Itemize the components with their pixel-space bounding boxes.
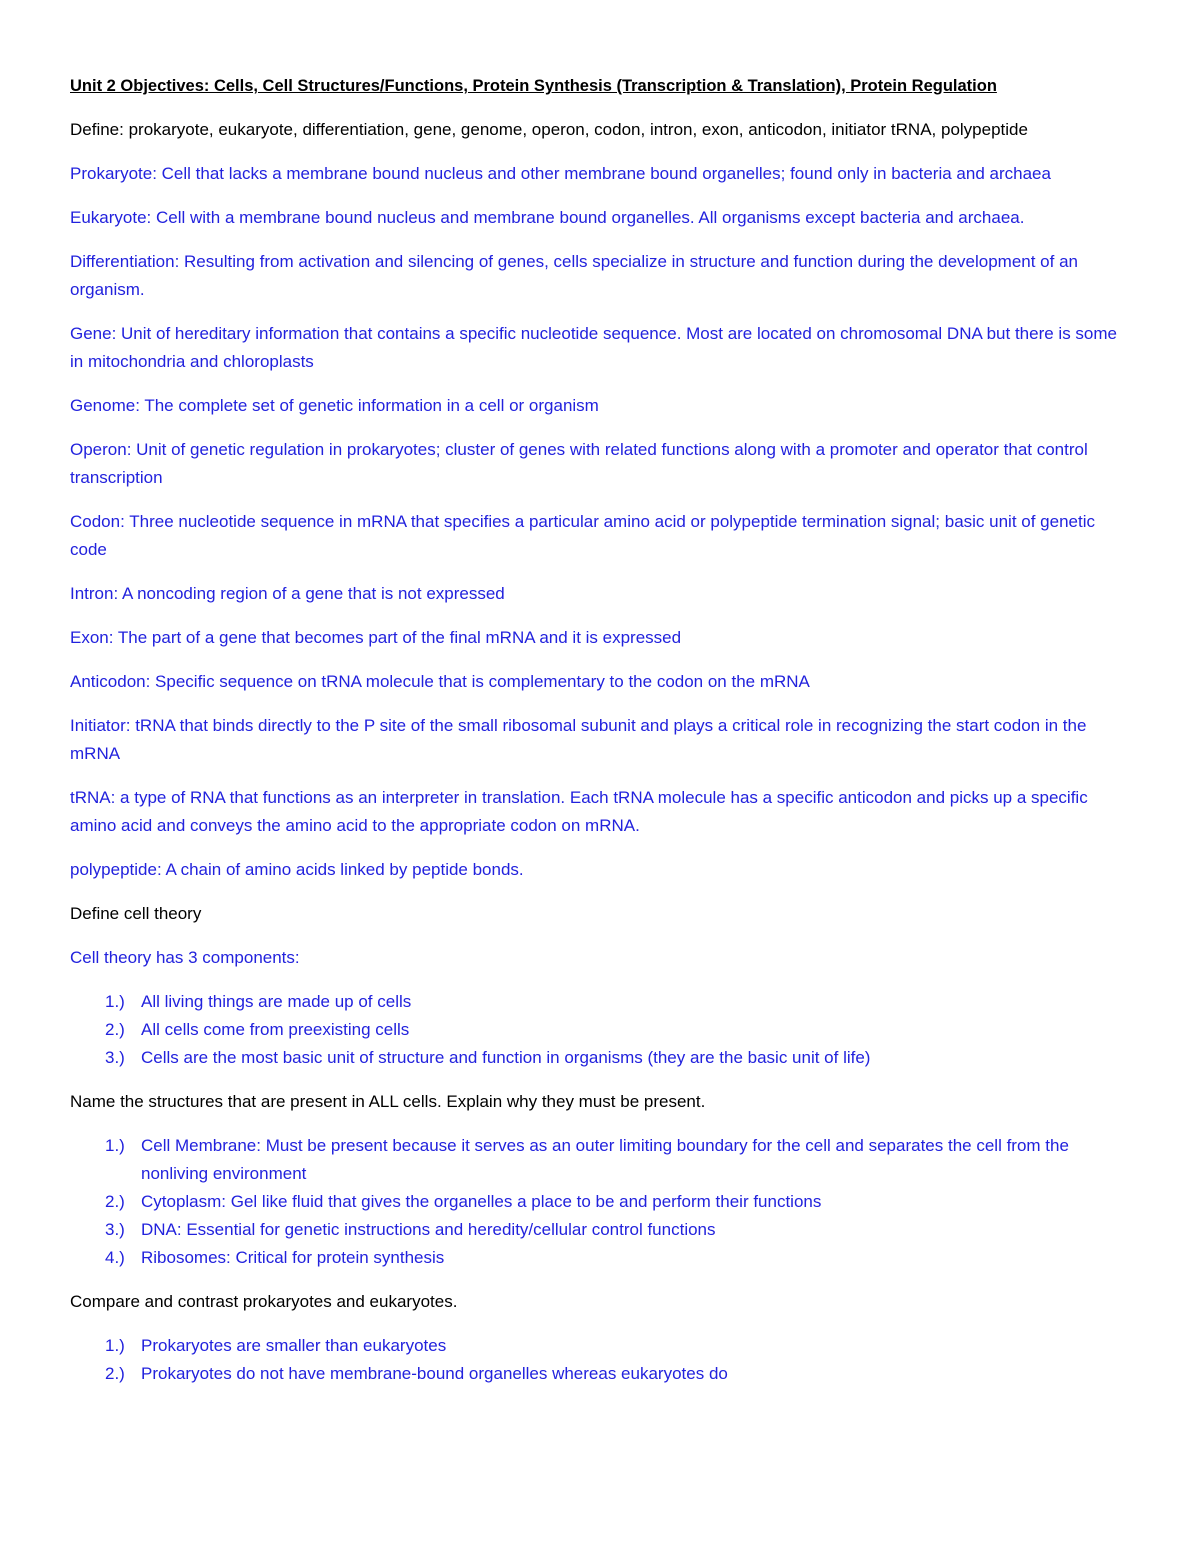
definition-eukaryote: Eukaryote: Cell with a membrane bound nucleus and membrane bound organelles. All organisms except bacteria and archaea. — [70, 208, 1025, 227]
structures-list — [70, 1132, 1120, 1272]
definition-trna: tRNA: a type of RNA that functions as an interpreter in translation. Each tRNA molecule has a specific anticodon and picks up a specific amino acid and conveys the amino acid to the appropriate codon on mRNA. — [70, 788, 1088, 835]
cell-theory-list — [70, 988, 1120, 1072]
list-item-text: Ribosomes: Critical for protein synthesis — [141, 1248, 445, 1267]
definition-prokaryote: Prokaryote: Cell that lacks a membrane bound nucleus and other membrane bound organelles; found only in bacteria and archaea — [70, 164, 1051, 183]
list-number: 3.) — [105, 1220, 125, 1239]
page-title: Unit 2 Objectives: Cells, Cell Structures/Functions, Protein Synthesis (Transcription & Translation), Protein Regulation — [70, 77, 997, 95]
list-item-text: DNA: Essential for genetic instructions and heredity/cellular control functions — [141, 1220, 716, 1239]
compare-list — [70, 1332, 1120, 1388]
definition-codon: Codon: Three nucleotide sequence in mRNA that specifies a particular amino acid or polypeptide termination signal; basic unit of genetic code — [70, 512, 1095, 559]
list-item-text: All cells come from preexisting cells — [141, 1020, 410, 1039]
definition-intron: Intron: A noncoding region of a gene that is not expressed — [70, 584, 505, 603]
compare-prompt: Compare and contrast prokaryotes and eukaryotes. — [70, 1292, 458, 1311]
definition-differentiation: Differentiation: Resulting from activation and silencing of genes, cells specialize in structure and function during the development of an organism. — [70, 252, 1078, 299]
list-item — [70, 1016, 1120, 1044]
list-item-text: Cells are the most basic unit of structure and function in organisms (they are the basic unit of life) — [141, 1048, 871, 1067]
document-body — [70, 116, 1120, 1404]
list-item-text: Cell Membrane: Must be present because it serves as an outer limiting boundary for the cell and separates the cell from the nonliving environment — [141, 1136, 1069, 1183]
definition-gene: Gene: Unit of hereditary information that contains a specific nucleotide sequence. Most are located on chromosomal DNA but there is some in mitochondria and chloroplasts — [70, 324, 1117, 371]
list-number: 2.) — [105, 1364, 125, 1383]
cell-theory-prompt: Define cell theory — [70, 904, 202, 923]
list-item — [70, 1216, 1120, 1244]
list-item — [70, 988, 1120, 1016]
list-item — [70, 1244, 1120, 1272]
list-number: 2.) — [105, 1020, 125, 1039]
structures-prompt: Name the structures that are present in ALL cells. Explain why they must be present. — [70, 1092, 706, 1111]
list-item — [70, 1332, 1120, 1360]
list-number: 2.) — [105, 1192, 125, 1211]
list-item-text: Cytoplasm: Gel like fluid that gives the organelles a place to be and perform their functions — [141, 1192, 822, 1211]
definition-initiator: Initiator: tRNA that binds directly to the P site of the small ribosomal subunit and plays a critical role in recognizing the start codon in the mRNA — [70, 716, 1087, 763]
list-item-text: Prokaryotes are smaller than eukaryotes — [141, 1336, 447, 1355]
definition-exon: Exon: The part of a gene that becomes part of the final mRNA and it is expressed — [70, 628, 682, 647]
list-item — [70, 1360, 1120, 1388]
list-number: 1.) — [105, 1136, 125, 1155]
list-item — [70, 1132, 1120, 1188]
list-item-text: Prokaryotes do not have membrane-bound organelles whereas eukaryotes do — [141, 1364, 728, 1383]
list-number: 1.) — [105, 1336, 125, 1355]
list-item — [70, 1044, 1120, 1072]
definition-operon: Operon: Unit of genetic regulation in prokaryotes; cluster of genes with related functions along with a promoter and operator that control transcription — [70, 440, 1088, 487]
define-prompt: Define: prokaryote, eukaryote, differentiation, gene, genome, operon, codon, intron, exon, anticodon, initiator tRNA, polypeptide — [70, 120, 1028, 139]
list-number: 3.) — [105, 1048, 125, 1067]
cell-theory-intro: Cell theory has 3 components: — [70, 948, 300, 967]
list-number: 4.) — [105, 1248, 125, 1267]
definition-polypeptide: polypeptide: A chain of amino acids linked by peptide bonds. — [70, 860, 524, 879]
definition-anticodon: Anticodon: Specific sequence on tRNA molecule that is complementary to the codon on the mRNA — [70, 672, 810, 691]
list-item-text: All living things are made up of cells — [141, 992, 412, 1011]
list-item — [70, 1188, 1120, 1216]
definition-genome: Genome: The complete set of genetic information in a cell or organism — [70, 396, 599, 415]
list-number: 1.) — [105, 992, 125, 1011]
